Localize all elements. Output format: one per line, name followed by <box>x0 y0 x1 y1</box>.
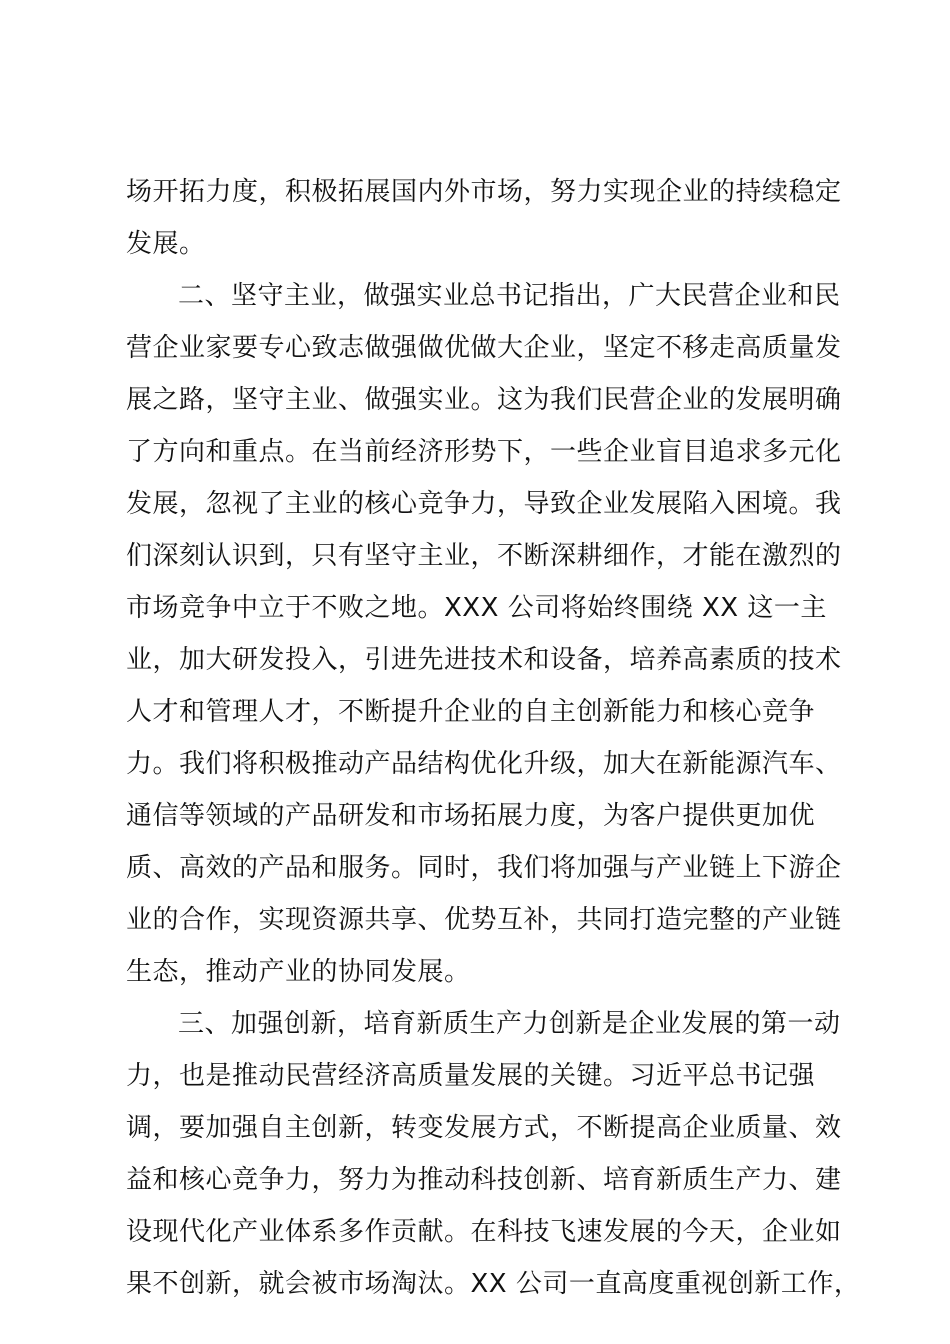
text-line: 设现代化产业体系多作贡献。在科技飞速发展的今天，企业如 <box>126 1217 842 1247</box>
text-line: 力，也是推动民营经济高质量发展的关键。习近平总书记强 <box>126 1061 816 1091</box>
text-line: 生态，推动产业的协同发展。 <box>126 957 471 987</box>
text-line: 力。我们将积极推动产品结构优化升级，加大在新能源汽车、 <box>126 749 842 779</box>
text-line: 通信等领域的产品研发和市场拓展力度，为客户提供更加优 <box>126 801 816 831</box>
text-line: 业的合作，实现资源共享、优势互补，共同打造完整的产业链 <box>126 905 842 935</box>
text-line: 调，要加强自主创新，转变发展方式，不断提高企业质量、效 <box>126 1113 842 1143</box>
text-line: 发展。 <box>126 229 206 259</box>
text-line: 展之路，坚守主业、做强实业。这为我们民营企业的发展明确 <box>126 385 842 415</box>
text-line: 发展，忽视了主业的核心竞争力，导致企业发展陷入困境。我 <box>126 489 842 519</box>
text-line: 质、高效的产品和服务。同时，我们将加强与产业链上下游企 <box>126 853 842 883</box>
section-heading-line: 二、坚守主业，做强实业总书记指出，广大民营企业和民 <box>178 281 841 311</box>
text-line: 业，加大研发投入，引进先进技术和设备，培养高素质的技术 <box>126 645 842 675</box>
text-line: 营企业家要专心致志做强做优做大企业，坚定不移走高质量发 <box>126 333 842 363</box>
section-heading-line: 三、加强创新，培育新质生产力创新是企业发展的第一动 <box>178 1009 841 1039</box>
text-line: 益和核心竞争力，努力为推动科技创新、培育新质生产力、建 <box>126 1165 842 1195</box>
text-line: 果不创新，就会被市场淘汰。XX 公司一直高度重视创新工作， <box>126 1269 861 1299</box>
text-line: 人才和管理人才，不断提升企业的自主创新能力和核心竞争 <box>126 697 816 727</box>
text-line: 了方向和重点。在当前经济形势下，一些企业盲目追求多元化 <box>126 437 842 467</box>
text-line: 们深刻认识到，只有坚守主业，不断深耕细作，才能在激烈的 <box>126 541 842 571</box>
text-line: 场开拓力度，积极拓展国内外市场，努力实现企业的持续稳定 <box>126 177 842 207</box>
text-line: 市场竞争中立于不败之地。XXX 公司将始终围绕 XX 这一主 <box>126 593 827 623</box>
